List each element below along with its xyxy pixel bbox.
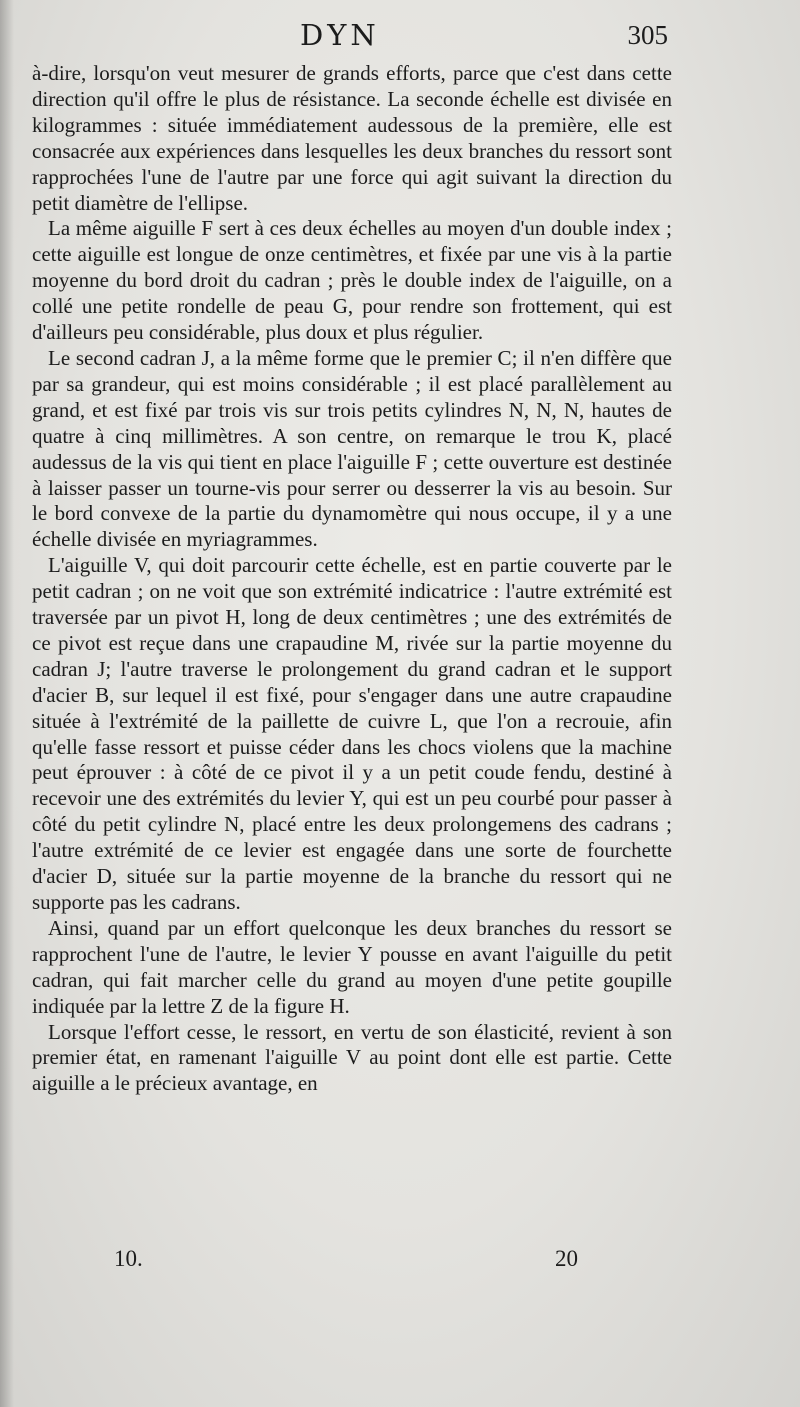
page-footer <box>0 1246 800 1276</box>
running-head: DYN <box>300 18 380 52</box>
body-text <box>32 61 672 1097</box>
page-number: 305 <box>627 20 668 50</box>
paragraph-6: Lorsque l'effort cesse, le ressort, en vertu de son élasticité, revient à son premier état, en ramenant l'aiguille V au point dont elle est partie. Cette aiguille a le précieux avantage, en <box>32 1019 672 1096</box>
paragraph-5: Ainsi, quand par un effort quelconque les deux branches du ressort se rapprochent l'une de l'autre, le levier Y pousse en avant l'aiguille du petit cadran, qui fait marcher celle du grand au moyen d'une petite goupille indiquée par la lettre Z de la figure H. <box>32 915 672 1018</box>
page-header <box>0 18 800 58</box>
gutter-shadow <box>0 0 14 1407</box>
paragraph-4: L'aiguille V, qui doit parcourir cette échelle, est en partie couverte par le petit cadran ; on ne voit que son extrémité indicatrice : l'autre extrémité est traversée par un pivot H, long de deux centimètres ; une des extrémités de ce pivot est reçue dans une crapaudine M, rivée sur la partie moyenne du cadran J; l'autre traverse le prolongement du grand cadran et le support d'acier B, sur lequel il est fixé, pour s'engager dans une autre crapaudine située à l'extrémité de la paillette de cuivre L, que l'on a recrouie, afin qu'elle fasse ressort et puisse céder dans les chocs violens que la machine peut éprouver : à côté de ce pivot il y a un petit coude fendu, destiné à recevoir une des extrémités du levier Y, qui est un peu courbé pour passer à côté du petit cylindre N, placé entre les deux prolongemens des cadrans ; l'autre extrémité de ce levier est engagée dans une sorte de fourchette d'acier D, située sur la partie moyenne de la branche du ressort qui ne supporte pas les cadrans. <box>32 553 672 914</box>
signature-mark: 20 <box>555 1246 578 1271</box>
paragraph-1: à-dire, lorsqu'on veut mesurer de grands efforts, parce que c'est dans cette direction qu'il offre le plus de résistance. La seconde échelle est divisée en kilogrammes : située immédiatement audessous de la première, elle est consacrée aux expériences dans lesquelles les deux branches du ressort sont rapprochées l'une de l'autre par une force qui agit suivant la direction du petit diamètre de l'ellipse. <box>32 61 672 215</box>
paragraph-2: La même aiguille F sert à ces deux échelles au moyen d'un double index ; cette aiguille est longue de onze centimètres, et fixée par une vis à la partie moyenne du bord droit du cadran ; près le double index de l'aiguille, on a collé une petite rondelle de peau G, pour rendre son frottement, qui est d'ailleurs peu considérable, plus doux et plus régulier. <box>32 216 672 345</box>
volume-number: 10. <box>114 1246 143 1271</box>
paragraph-3: Le second cadran J, a la même forme que le premier C; il n'en diffère que par sa grandeur, qui est moins considérable ; il est placé parallèlement au grand, et est fixé par trois vis sur trois petits cylindres N, N, N, hautes de quatre à cinq millimètres. A son centre, on remarque le trou K, placé audessus de la vis qui tient en place l'aiguille F ; cette ouverture est destinée à laisser passer un tourne-vis pour serrer ou desserrer la vis au besoin. Sur le bord convexe de la partie du dynamomètre qui nous occupe, il y a une échelle divisée en myriagrammes. <box>32 345 672 552</box>
